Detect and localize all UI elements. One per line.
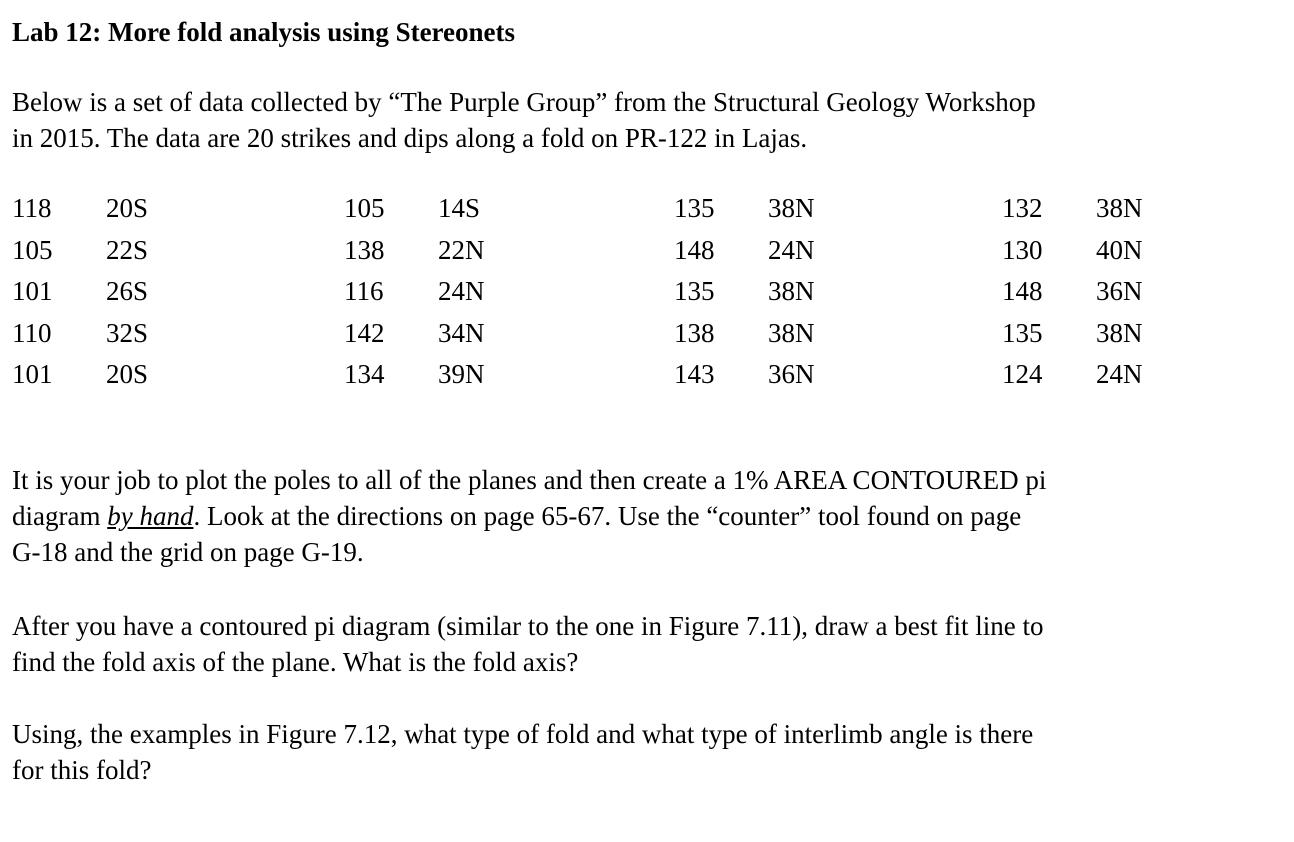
strike-value: 138 bbox=[344, 234, 385, 265]
dip-value: 34N bbox=[438, 317, 485, 348]
strike-value: 132 bbox=[1002, 193, 1043, 223]
dip-value: 36N bbox=[768, 359, 815, 389]
dip-value: 20S bbox=[106, 359, 149, 389]
strike-value: 138 bbox=[674, 317, 715, 348]
strike-value: 143 bbox=[674, 359, 715, 389]
task-line-3: G-18 and the grid on page G-19. bbox=[12, 537, 364, 567]
strike-value: 118 bbox=[12, 193, 52, 223]
strike-value: 116 bbox=[344, 276, 384, 306]
axis-question-line-1: After you have a contoured pi diagram (similar to the one in Figure 7.11), draw a best fit line to bbox=[12, 611, 1044, 641]
strike-value: 148 bbox=[1002, 276, 1043, 306]
strike-value: 134 bbox=[344, 359, 385, 389]
lab-title: Lab 12: More fold analysis using Stereonets bbox=[12, 17, 516, 47]
strike-dip-data-table bbox=[12, 190, 1212, 390]
task-line-2-start: diagram bbox=[12, 501, 108, 531]
dip-value: 38N bbox=[768, 193, 815, 223]
task-line-2 bbox=[12, 498, 1252, 534]
strike-value: 142 bbox=[344, 317, 385, 348]
axis-question-line-2: find the fold axis of the plane. What is the fold axis? bbox=[12, 647, 579, 677]
dip-value: 36N bbox=[1096, 276, 1143, 306]
task-line-2-end: . Look at the directions on page 65-67. Use the “counter” tool found on page bbox=[193, 501, 1022, 531]
strike-value: 148 bbox=[674, 234, 715, 265]
fold-axis-question bbox=[12, 608, 1252, 680]
strike-value: 105 bbox=[344, 193, 385, 223]
fold-question-line-1: Using, the examples in Figure 7.12, what type of fold and what type of interlimb angle is there bbox=[12, 719, 1034, 749]
dip-value: 38N bbox=[1096, 193, 1143, 223]
intro-line-2: in 2015. The data are 20 strikes and dips along a fold on PR-122 in Lajas. bbox=[12, 123, 808, 153]
fold-question-line-2: for this fold? bbox=[12, 755, 152, 785]
task-line-1: It is your job to plot the poles to all of the planes and then create a 1% AREA CONTOURED pi bbox=[12, 465, 1047, 495]
dip-value: 22N bbox=[438, 234, 485, 265]
dip-value: 38N bbox=[768, 276, 815, 306]
task-paragraph bbox=[12, 462, 1252, 570]
dip-value: 39N bbox=[438, 359, 485, 389]
by-hand-emphasis: by hand bbox=[107, 501, 194, 531]
strike-value: 101 bbox=[12, 359, 53, 389]
dip-value: 24N bbox=[438, 276, 485, 306]
strike-value: 110 bbox=[12, 317, 52, 348]
dip-value: 26S bbox=[106, 276, 149, 306]
dip-value: 38N bbox=[1096, 317, 1143, 348]
dip-value: 38N bbox=[768, 317, 815, 348]
strike-value: 105 bbox=[12, 234, 53, 265]
strike-value: 124 bbox=[1002, 359, 1043, 389]
intro-line-1: Below is a set of data collected by “The Purple Group” from the Structural Geology Workshop bbox=[12, 87, 1036, 117]
intro-paragraph bbox=[12, 84, 1252, 156]
dip-value: 24N bbox=[1096, 359, 1143, 389]
dip-value: 20S bbox=[106, 193, 149, 223]
fold-type-question bbox=[12, 716, 1252, 788]
dip-value: 32S bbox=[106, 317, 149, 348]
dip-value: 22S bbox=[106, 234, 149, 265]
dip-value: 24N bbox=[768, 234, 815, 265]
strike-value: 135 bbox=[674, 193, 715, 223]
dip-value: 14S bbox=[438, 193, 481, 223]
strike-value: 135 bbox=[1002, 317, 1043, 348]
strike-value: 130 bbox=[1002, 234, 1043, 265]
strike-value: 135 bbox=[674, 276, 715, 306]
strike-value: 101 bbox=[12, 276, 53, 306]
dip-value: 40N bbox=[1096, 234, 1143, 265]
